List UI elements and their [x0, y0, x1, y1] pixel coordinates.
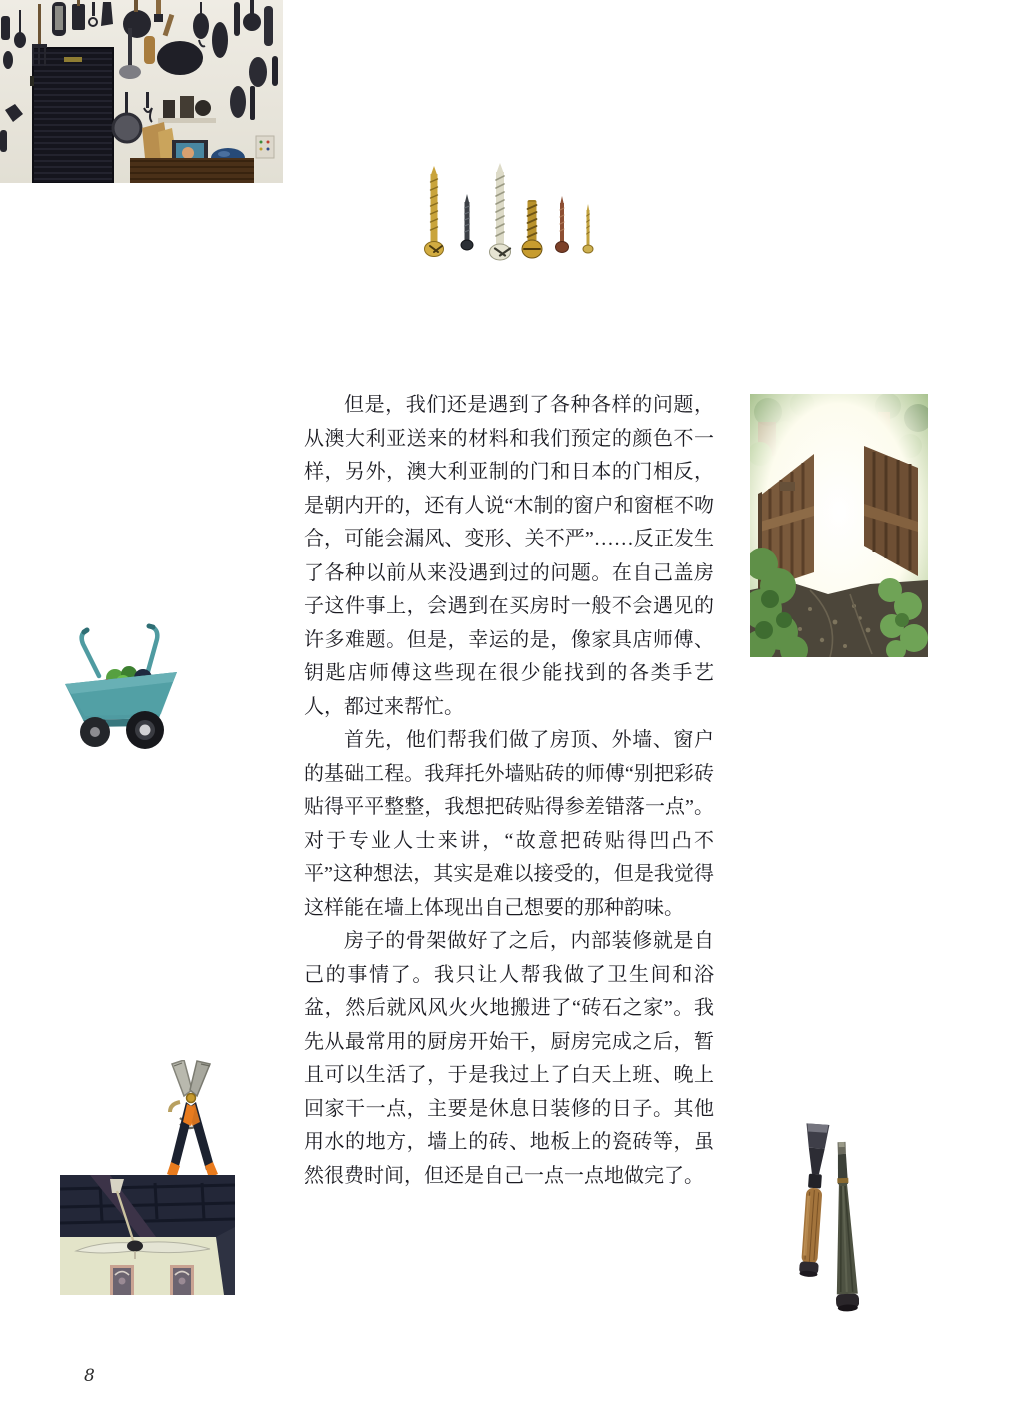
pivot-bolt-icon	[187, 1094, 196, 1103]
garden-gate-photo	[750, 394, 928, 657]
wide-chisel	[797, 1123, 829, 1277]
wheelbarrow-handles	[82, 626, 158, 676]
tools-wall-photo	[0, 0, 283, 183]
steel-screw-icon	[461, 194, 473, 250]
screws-image	[420, 162, 605, 264]
shears-blades	[170, 1060, 210, 1112]
ceiling-fan-photo	[60, 1175, 235, 1295]
paragraph-3: 房子的骨架做好了之后，内部装修就是自己的事情了。我只让人帮我做了卫生间和浴盆，然后就风风火火地搬进了“砖石之家”。我先从最常用的厨房开始干，厨房完成之后，暂且可以生活了，于是我过上了白天上班、晚上回家干一点，主要是休息日装修的日子。其他用水的地方，墙上的砖、地板上的瓷砖等，虽然很费时间，但还是自己一点一点地做完了。	[304, 930, 714, 1187]
paragraph-1: 但是，我们还是遇到了各种各样的问题，从澳大利亚送来的材料和我们预定的颜色不一样，另外，澳大利亚制的门和日本的门相反，是朝内开的，还有人说“木制的窗户和窗框不吻合，可能会漏风、变形、关不严”……反正发生了各种以前从来没遇到过的问题。在自己盖房子这件事上，会遇到在买房时一般不会遇见的许多难题。但是，幸运的是，像家具店师傅、钥匙店师傅这些现在很少能找到的各类手艺人，都过来帮忙。	[304, 394, 714, 718]
chisels-image	[797, 1122, 859, 1340]
pruning-shears-image	[150, 1060, 230, 1182]
small-gold-screw-icon	[583, 204, 593, 253]
page-number: 8	[84, 1366, 95, 1386]
brass-screw-icon	[522, 200, 542, 258]
copper-screw-icon	[556, 196, 569, 253]
shears-handles	[167, 1102, 218, 1178]
article-text-column	[304, 389, 714, 1193]
paragraph-2: 首先，他们帮我们做了房顶、外墙、窗户的基础工程。我拜托外墙贴砖的师傅“别把彩砖贴得平平整整，我想把砖贴得参差错落一点”。对于专业人士来讲，“故意把砖贴得凹凸不平”这种想法，其实是难以接受的，但是我觉得这样能在墙上体现出自己想要的那种韵味。	[304, 729, 714, 919]
dark-door	[30, 48, 113, 183]
gold-screw-icon	[425, 166, 444, 257]
pale-screw-icon	[490, 163, 511, 260]
narrow-chisel	[831, 1142, 859, 1312]
wheelbarrow-image	[57, 620, 192, 752]
